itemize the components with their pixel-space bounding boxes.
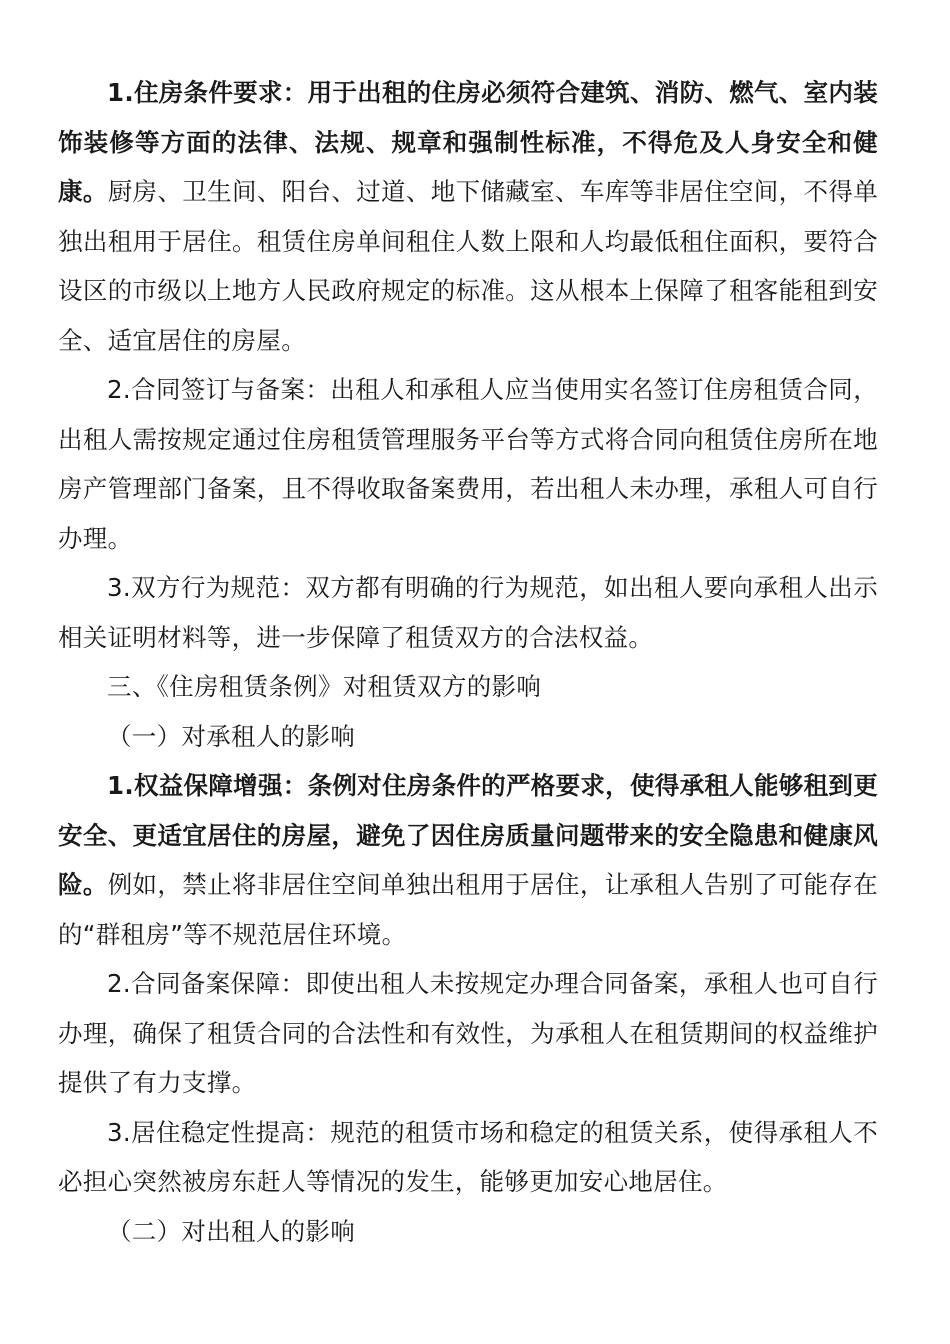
section-heading: 三、《住房租赁条例》对租赁双方的影响 bbox=[107, 672, 542, 701]
paragraph-contract-filing bbox=[58, 365, 878, 563]
paragraph-filing-guarantee bbox=[58, 959, 878, 1108]
paragraph-bold-lead: 1.权益保障增强：条例对住房条件的严格要求，使得承租人能够租到更安全、更适宜居住的房屋，避免了因住房质量问题带来的安全隐患和健康风险。 bbox=[58, 771, 878, 899]
subsection-heading-tenant: （一）对承租人的影响 bbox=[107, 721, 355, 751]
paragraph-body: 3.居住稳定性提高：规范的租赁市场和稳定的租赁关系，使得承租人不必担心突然被房东赶人等情况的发生，能够更加安心地居住。 bbox=[58, 1117, 878, 1196]
paragraph-bold-lead: 1.住房条件要求：用于出租的住房必须符合建筑、消防、燃气、室内装饰装修等方面的法律、法规、规章和强制性标准，不得危及人身安全和健康。 bbox=[58, 78, 878, 206]
paragraph-body: 2.合同签订与备案：出租人和承租人应当使用实名签订住房租赁合同，出租人需按规定通过住房租赁管理服务平台等方式将合同向租赁住房所在地房产管理部门备案，且不得收取备案费用，若出租人未办理，承租人可自行办理。 bbox=[58, 375, 878, 553]
paragraph-housing-conditions bbox=[58, 68, 878, 365]
paragraph-conduct-norms bbox=[58, 563, 878, 662]
paragraph-rights-protection bbox=[58, 761, 878, 959]
paragraph-body: 2.合同备案保障：即使出租人未按规定办理合同备案，承租人也可自行办理，确保了租赁合同的合法性和有效性，为承租人在租赁期间的权益维护提供了有力支撑。 bbox=[58, 969, 878, 1097]
paragraph-body: 例如，禁止将非居住空间单独出租用于居住，让承租人告别了可能存在的“群租房”等不规范居住环境。 bbox=[58, 870, 878, 949]
subsection-heading-landlord: （二）对出租人的影响 bbox=[107, 1216, 355, 1246]
paragraph-body: 厨房、卫生间、阳台、过道、地下储藏室、车库等非居住空间，不得单独出租用于居住。租赁住房单间租住人数上限和人均最低租住面积，要符合设区的市级以上地方人民政府规定的标准。这从根本上保障了租客能租到安全、适宜居住的房屋。 bbox=[58, 177, 878, 355]
paragraph-stability bbox=[58, 1108, 878, 1207]
paragraph-body: 3.双方行为规范：双方都有明确的行为规范，如出租人要向承租人出示相关证明材料等，进一步保障了租赁双方的合法权益。 bbox=[58, 573, 878, 652]
